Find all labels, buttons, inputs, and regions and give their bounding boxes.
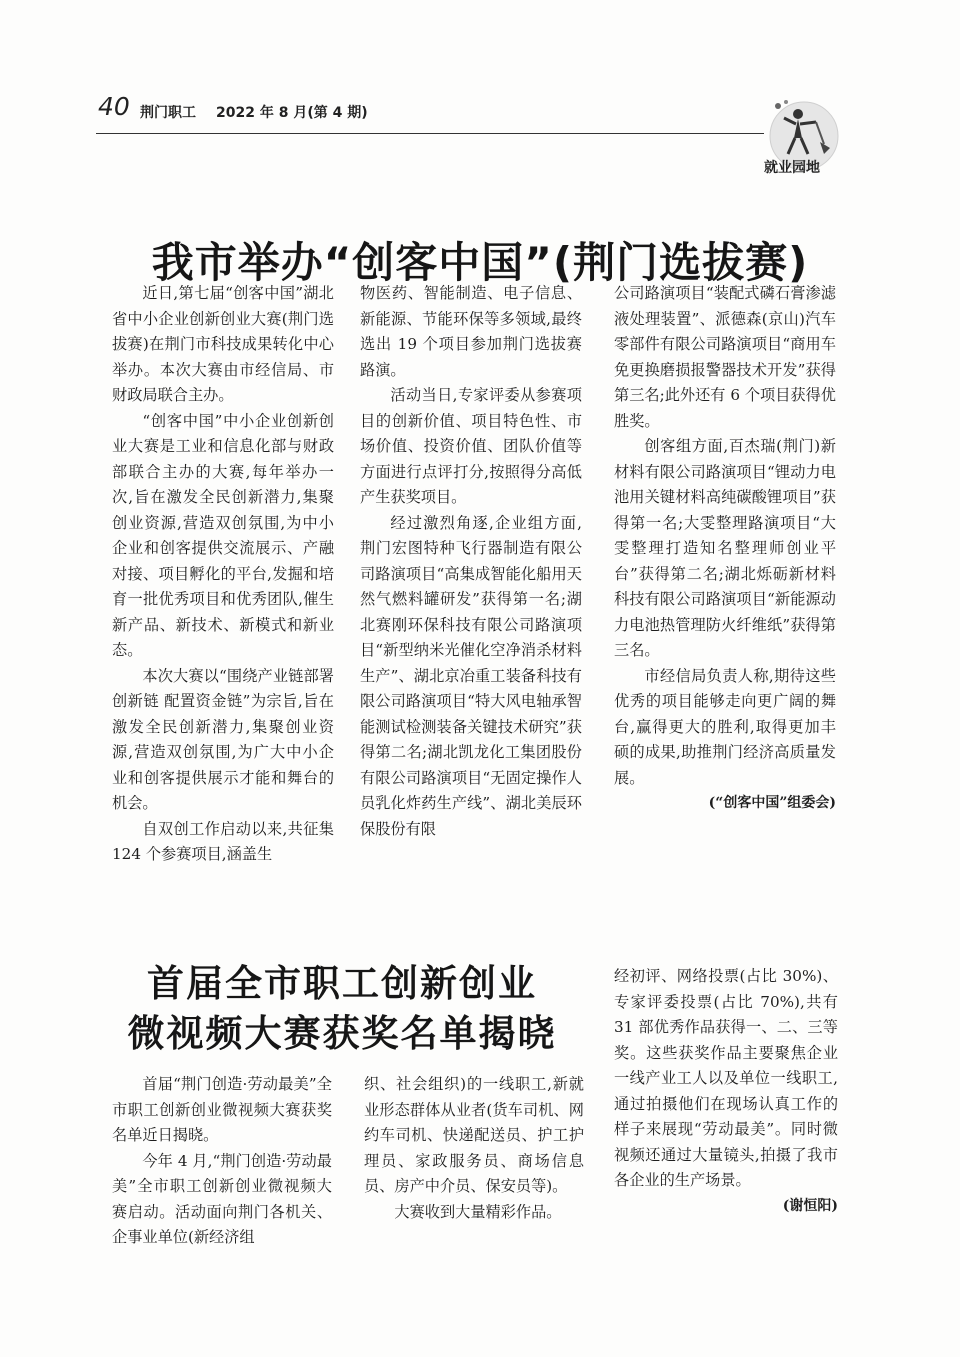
article2-title-line-1: 首届全市职工创新创业 — [147, 961, 537, 1005]
paragraph: 近日,第七届“创客中国”湖北省中小企业创新创业大赛(荆门选拔赛)在荆门市科技成果转化中心举办。本次大赛由市经信局、市财政局联合主办。 — [112, 284, 334, 404]
page-header — [0, 0, 960, 190]
article1-column-2 — [360, 281, 582, 906]
article2-column-2 — [364, 1072, 584, 1262]
paragraph: 经初评、网络投票(占比 30%)、专家评委投票(占比 70%),共有 31 部优秀作品获得一、二、三等奖。这些获奖作品主要聚焦企业一线产业工人以及单位一线职工,通过拍摄他们在现场认真工作的样子来展现“劳动最美”。同时微视频还通过大量镜头,拍摄了我市各企业的生产场景。 — [614, 967, 838, 1189]
issue-date: 2022 年 8 月(第 4 期) — [216, 105, 368, 121]
paragraph: 经过激烈角逐,企业组方面,荆门宏图特种飞行器制造有限公司路演项目“高集成智能化船用天然气燃料罐研发”获得第一名;湖北赛刚环保科技有限公司路演项目“新型纳米光催化空净消杀材料生产”、湖北京冶重工装备科技有限公司路演项目“特大风电轴承智能测试检测装备关键技术研究”获得第二名;湖北凯龙化工集团股份有限公司路演项目“无固定操作人员乳化炸药生产线”、湖北美辰环保股份有限 — [360, 513, 582, 838]
article1-title: 我市举办“创客中国”(荆门选拔赛) — [151, 238, 809, 288]
article2-column-3 — [614, 964, 838, 1262]
magazine-name: 荆门职工 — [140, 105, 196, 121]
article1-column-3 — [614, 281, 836, 906]
header-rule — [96, 133, 764, 134]
paragraph: 市经信局负责人称,期待这些优秀的项目能够走向更广阔的舞台,赢得更大的胜利,取得更加丰硕的成果,助推荆门经济高质量发展。 — [614, 666, 836, 787]
article2-title — [102, 958, 582, 1058]
section-label: 就业园地 — [764, 160, 820, 176]
article2-credit: (谢恒阳) — [782, 1197, 838, 1214]
paragraph: 首届“荆门创造·劳动最美”全市职工创新创业微视频大赛获奖名单近日揭晓。 — [112, 1075, 332, 1144]
paragraph: 织、社会组织)的一线职工,新就业形态群体从业者(货车司机、网约车司机、快递配送员、护工护理员、家政服务员、商场信息员、房产中介员、保安员等)。 — [364, 1075, 584, 1195]
article1-body — [112, 281, 852, 906]
article1-credit: (“创客中国”组委会) — [708, 795, 836, 811]
paragraph: 自双创工作启动以来,共征集 124 个参赛项目,涵盖生 — [112, 819, 334, 863]
article1-column-1 — [112, 281, 334, 906]
paragraph: “创客中国”中小企业创新创业大赛是工业和信息化部与财政部联合主办的大赛,每年举办一次,旨在激发全民创新潜力,集聚创业资源,营造双创氛围,为中小企业和创客提供交流展示、产融对接、项目孵化的平台,发掘和培育一批优秀项目和优秀团队,催生新产品、新技术、新模式和新业态。 — [112, 411, 334, 659]
paragraph: 大赛收到大量精彩作品。 — [394, 1202, 562, 1221]
paragraph: 公司路演项目“装配式磷石膏渗滤液处理装置”、派德森(京山)汽车零部件有限公司路演项目“商用车免更换磨损报警器技术开发”获得第三名;此外还有 6 个项目获得优胜奖。 — [614, 284, 836, 430]
article2-column-1 — [112, 1072, 332, 1262]
article2-title-line-2: 微视频大赛获奖名单揭晓 — [127, 1011, 557, 1055]
paragraph: 活动当日,专家评委从参赛项目的创新价值、项目特色性、市场价值、投资价值、团队价值等方面进行点评打分,按照得分高低产生获奖项目。 — [360, 386, 582, 506]
paragraph: 本次大赛以“围绕产业链部署创新链 配置资金链”为宗旨,旨在激发全民创新潜力,集聚创业资源,营造双创氛围,为广大中小企业和创客提供展示才能和舞台的机会。 — [112, 666, 334, 812]
paragraph: 今年 4 月,“荆门创造·劳动最美”全市职工创新创业微视频大赛启动。活动面向荆门各机关、企事业单位(新经济组 — [112, 1151, 332, 1246]
paragraph: 物医药、智能制造、电子信息、新能源、节能环保等多领域,最终选出 19 个项目参加荆门选拔赛路演。 — [360, 284, 582, 379]
page-number: 40 — [98, 92, 130, 121]
article2-body-left — [112, 1072, 590, 1262]
article2-body-right — [614, 964, 838, 1262]
paragraph: 创客组方面,百杰瑞(荆门)新材料有限公司路演项目“锂动力电池用关键材料高纯碳酸锂项目”获得第一名;大雯整理路演项目“大雯整理打造知名整理师创业平台”获得第二名;湖北烁砺新材料科技有限公司路演项目“新能源动力电池热管理防火纤维纸”获得第三名。 — [614, 437, 836, 659]
